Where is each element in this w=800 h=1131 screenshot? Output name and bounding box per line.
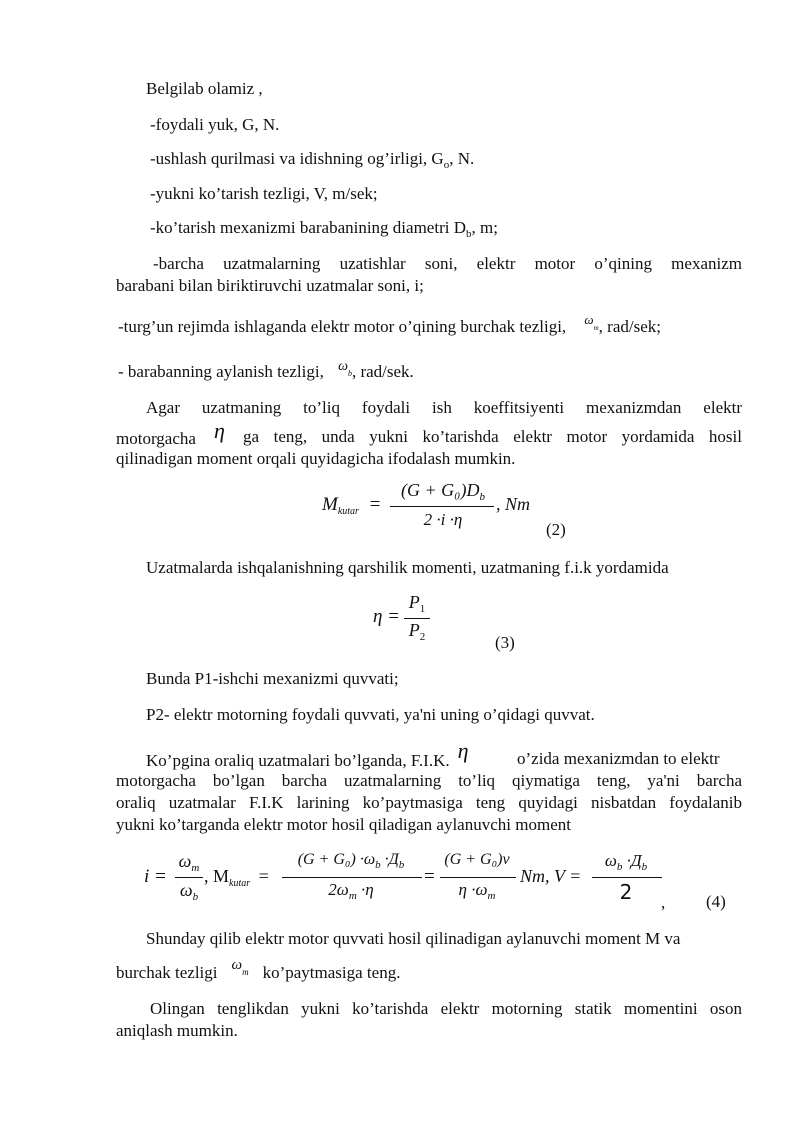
eq2-unit: , Nm <box>496 494 531 514</box>
eq4-number: (4) <box>706 892 726 911</box>
def-drum-rotation-speed: - barabanning aylanish tezligi, $^\omega$b, rad/sek. <box>118 359 414 381</box>
eq2-fraction-bar <box>390 506 494 507</box>
para1-line2-end: ga teng, unda yukni ko’tarishda elektr motor yordamida hosil <box>243 427 742 446</box>
para7-line1: Olingan tenglikdan yukni ko’tarishda elektr motorning statik momentini oson <box>150 999 742 1018</box>
eq3-numerator: $P_1$ <box>408 592 426 615</box>
eq4-f2-denominator: $\eta \cdot\omega_m$ <box>458 880 496 902</box>
def-motor-angular-speed: -turg’un rejimda ishlaganda elektr motor o’qining burchak tezligi, $^\omega$m, rad/sek; <box>118 312 661 336</box>
para1-line1: Agar uzatmaning to’liq foydali ish koeffitsiyenti mexanizmdan elektr <box>146 398 742 417</box>
para3-text: Bunda P1-ishchi mexanizmi quvvati; <box>146 669 399 688</box>
def-gripper-weight: -ushlash qurilmasi va idishning og’irligi, $G_o$, N. <box>150 149 475 171</box>
para6-line1: Shunday qilib elektr motor quvvati hosil qilinadigan aylanuvchi moment M va <box>146 929 681 948</box>
eq4-i-denominator: $\omega_b$ <box>179 880 199 903</box>
eq2-lhs: $M_{kutar}$ = <box>322 494 381 517</box>
eq3-lhs: η = <box>373 606 400 627</box>
eq3-fraction-bar <box>404 618 430 619</box>
eq4-f2-fraction-bar <box>440 877 516 878</box>
para1-line2-start: motorgacha η <box>116 418 225 448</box>
para5-line1-end: o’zida mexanizmdan to elektr <box>517 749 720 768</box>
def-gear-ratio-line1: -barcha uzatmalarning uzatishlar soni, elektr motor o’qining mexanizm <box>153 254 742 273</box>
eq4-m-lhs: , $M_{kutar}$ = <box>204 866 269 889</box>
eq3-denominator: $P_2$ <box>408 620 426 643</box>
eq4-i-fraction-bar <box>175 877 203 878</box>
def-lift-speed: -yukni ko’tarish tezligi, V, m/sek; <box>150 184 378 203</box>
para5-line2: motorgacha bo’lgan barcha uzatmalarning to’liq qiymatiga teng, ya'ni barcha <box>116 771 742 790</box>
para7-line2: aniqlash mumkin. <box>116 1021 238 1040</box>
eq4-equals: = <box>424 866 435 887</box>
para2-text: Uzatmalarda ishqalanishning qarshilik momenti, uzatmaning f.i.k yordamida <box>146 558 669 577</box>
eq4-f2-numerator: (G + G₀)v <box>444 851 510 868</box>
eq4-f3-denominator: 2 <box>619 880 633 904</box>
def-gear-ratio-line2: barabani bilan biriktiruvchi uzatmalar soni, i; <box>116 276 424 295</box>
intro-text: Belgilab olamiz , <box>146 79 263 98</box>
para5-line3: oraliq uzatmalar F.I.K larining ko’paytmasiga teng quyidagi nisbatdan foydalanib <box>116 793 742 812</box>
para5-line4: yukni ko’targanda elektr motor hosil qiladigan aylanuvchi moment <box>116 815 571 834</box>
eq3-number: (3) <box>495 633 515 652</box>
eq4-f3-numerator: $\omega_b \cdot Д_b$ <box>604 851 648 873</box>
eq2-denominator: 2 ·i ·η <box>423 510 463 529</box>
para1-line3: qilinadigan moment orqali quyidagicha ifodalash mumkin. <box>116 449 516 468</box>
eq4-comma: , <box>661 893 666 912</box>
para5-line1-start: Ko’pgina oraliq uzatmalari bo’lganda, F.I.K. η <box>146 738 469 770</box>
eq4-f1-fraction-bar <box>282 877 422 878</box>
eq2-numerator: $(G + G_0)D_b$ <box>401 480 485 503</box>
eq4-i-numerator: $\omega_m$ <box>178 851 200 874</box>
def-load: -foydali yuk, G, N. <box>150 115 280 134</box>
eq4-f3-fraction-bar <box>592 877 662 878</box>
def-drum-diameter: -ko’tarish mexanizmi barabanining diametri $D_b$, m; <box>150 218 498 240</box>
para6-line2: burchak tezligi ωm ko’paytmasiga teng. <box>116 957 401 982</box>
eq4-f1-denominator: $2\omega_m \cdot\eta$ <box>328 880 374 902</box>
eq4-unit-and-v: Nm, V = <box>520 866 582 886</box>
eq2-number: (2) <box>546 520 566 539</box>
eq4-i-lhs: i = <box>144 866 167 887</box>
para4-text: P2- elektr motorning foydali quvvati, ya'ni uning o’qidagi quvvat. <box>146 705 595 724</box>
eq4-f1-numerator: $(G + G_0) \cdot\omega_b \cdot Д_b$ <box>297 851 405 871</box>
